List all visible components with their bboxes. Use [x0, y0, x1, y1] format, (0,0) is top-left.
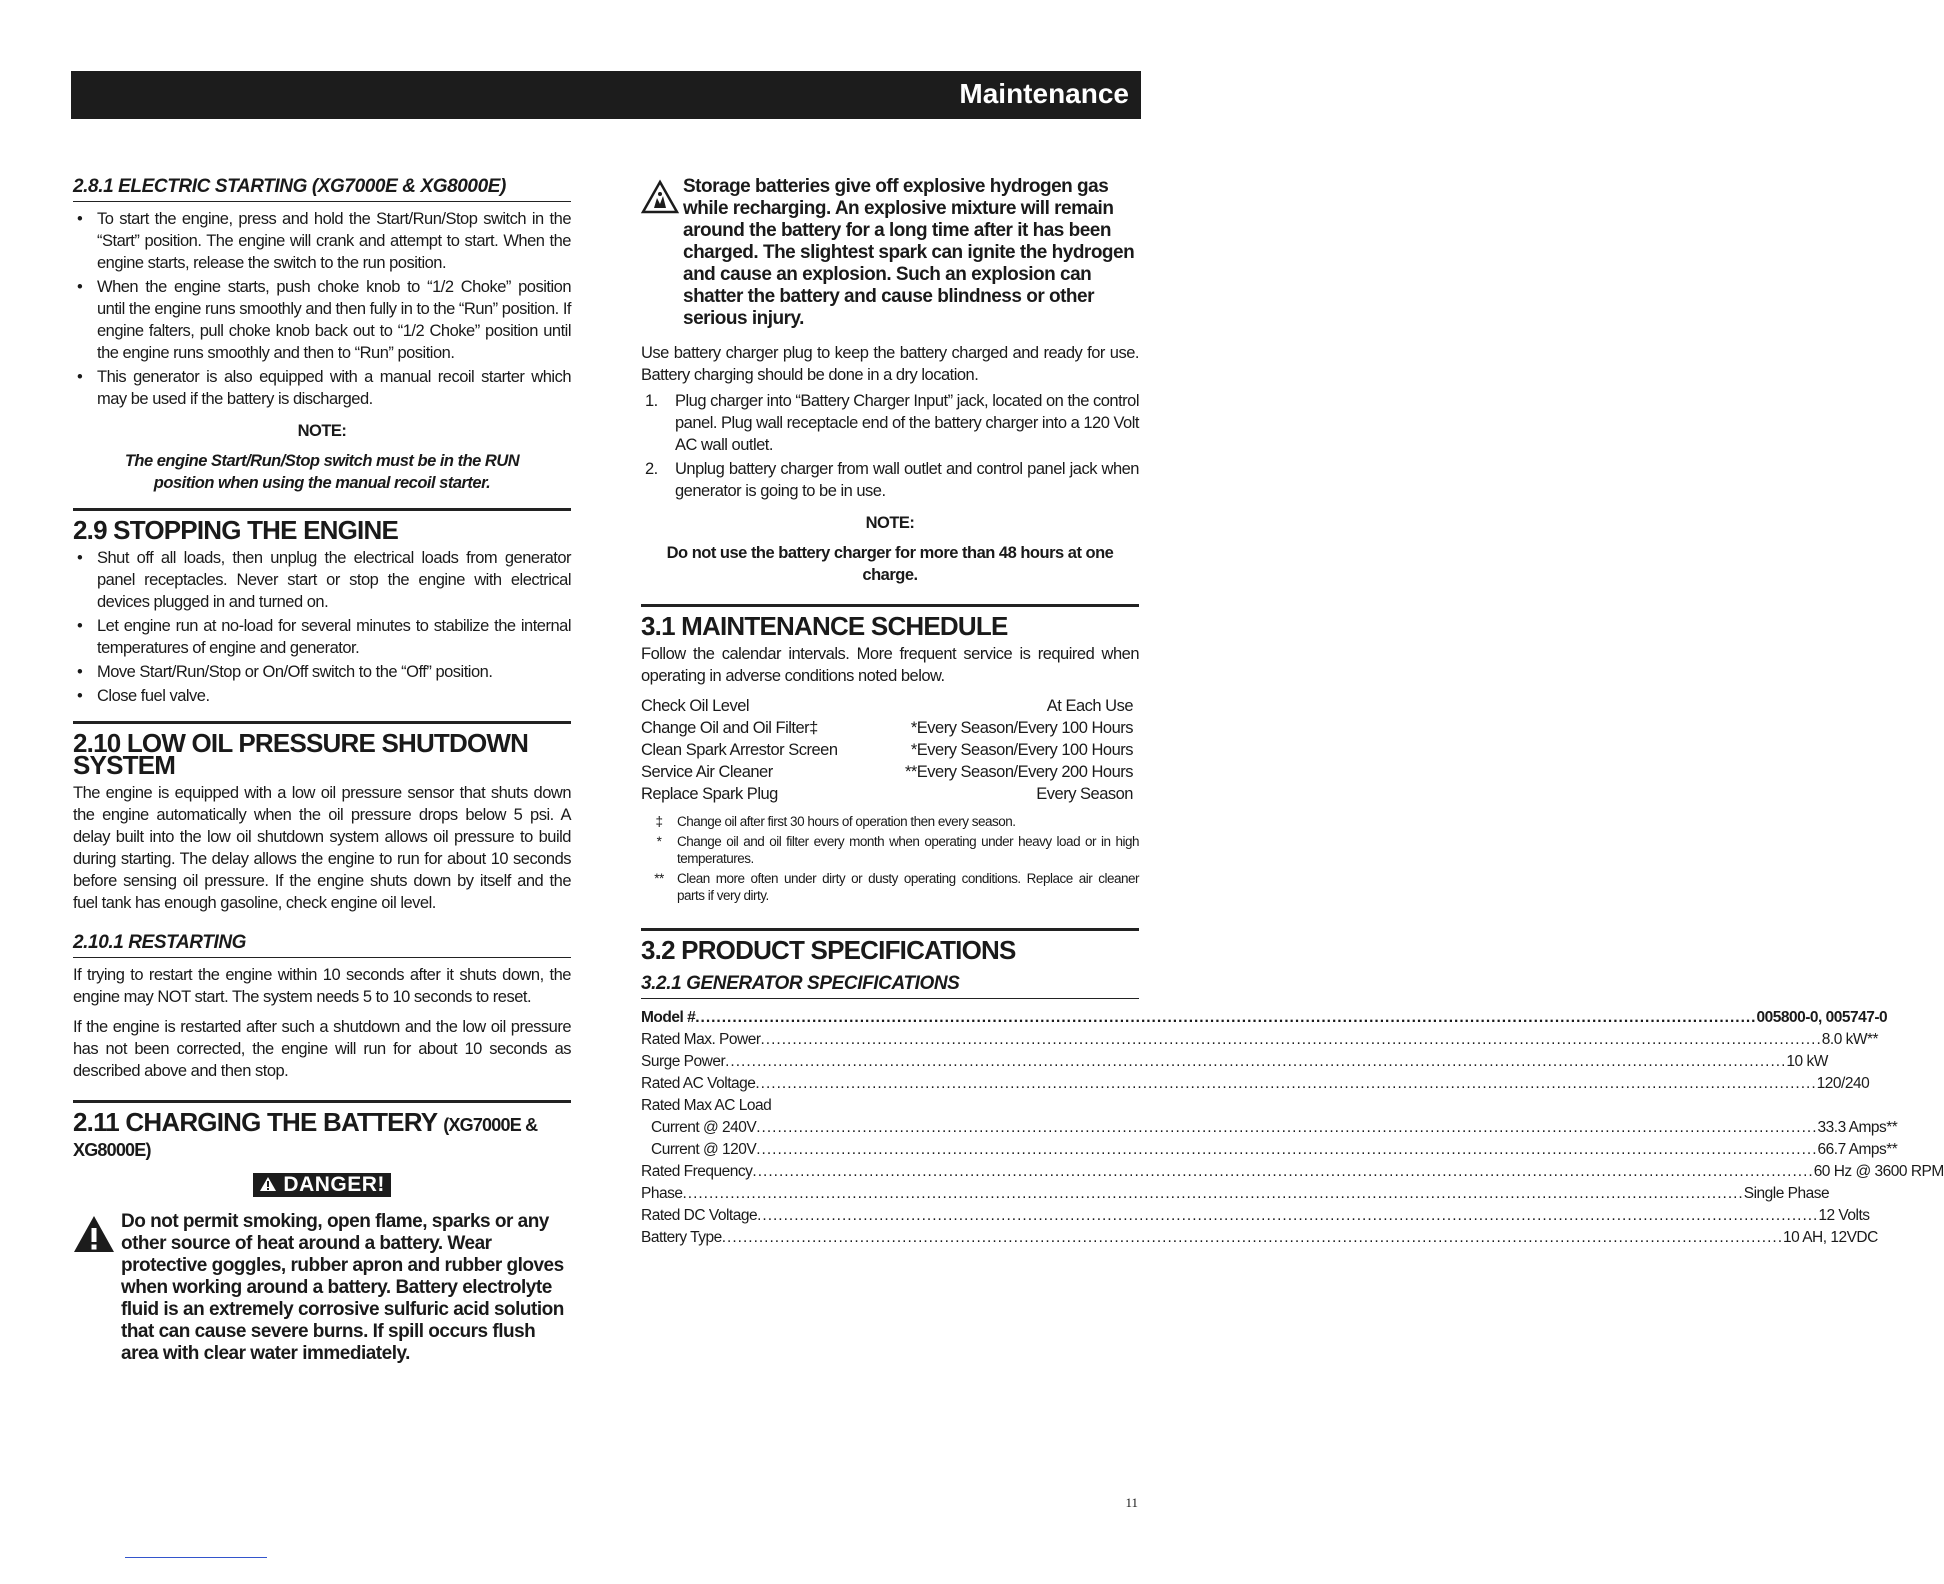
leader-dots: ........................................................................................................................................................................................................ [695, 1009, 1757, 1026]
list-item: • Shut off all loads, then unplug the electrical loads from generator panel receptacles. Never start or stop the engine with electrical devices plugged in and turned on. [73, 547, 571, 613]
list-item: • Close fuel valve. [73, 685, 571, 707]
explosion-warning [641, 176, 1139, 330]
spec-label: Rated Max AC Load [641, 1097, 772, 1114]
danger-text: DANGER! [283, 1173, 385, 1196]
leader-dots: ........................................................................................................................................................................................................ [757, 1207, 1819, 1224]
spec-label: Rated Frequency [641, 1163, 753, 1180]
spec-row [641, 1183, 1830, 1205]
leader-dots: ........................................................................................................................................................................................................ [755, 1075, 1817, 1092]
restart-paragraph-2: If the engine is restarted after such a shutdown and the low oil pressure has not been corrected, the engine will run for about 10 seconds as described above and then stop. [73, 1018, 571, 1080]
section-3-2-title: 3.2 PRODUCT SPECIFICATIONS [641, 928, 1139, 961]
right-column [641, 176, 1944, 1249]
spec-value: 10 AH, 12VDC [1783, 1229, 1878, 1246]
list-item: • To start the engine, press and hold the Start/Run/Stop switch in the “Start” position. The engine will crank and attempt to start. When the engine starts, release the switch to the run position. [73, 208, 571, 274]
list-item [641, 458, 1139, 502]
leader-dots: ........................................................................................................................................................................................................ [752, 1163, 1814, 1180]
note-text: The engine Start/Run/Stop switch must be in the RUN position when using the manual recoil starter. [124, 452, 520, 492]
section-2-9-title: 2.9 STOPPING THE ENGINE [73, 508, 571, 541]
restart-paragraph-1: If trying to restart the engine within 10 seconds after it shuts down, the engine may NOT start. The system needs 5 to 10 seconds to reset. [73, 966, 571, 1006]
interval-cell: Every Season [1036, 785, 1133, 803]
footnote-symbol: * [656, 834, 662, 849]
table-row [641, 717, 1139, 739]
section-2-11-title-main: 2.11 CHARGING THE BATTERY [73, 1107, 437, 1137]
header-title: Maintenance [959, 78, 1129, 109]
header-bar [71, 71, 1141, 119]
spec-label: Model # [641, 1009, 696, 1026]
spec-row [641, 1051, 1828, 1073]
section-3-2-1-title: 3.2.1 GENERATOR SPECIFICATIONS [641, 973, 1139, 999]
section-2-9-list [73, 547, 571, 707]
maintenance-intro: Follow the calendar intervals. More frequent service is required when operating in adverse conditions noted below. [641, 645, 1139, 685]
interval-cell: At Each Use [1046, 697, 1133, 715]
table-row [641, 783, 1139, 805]
spec-table [641, 1007, 1944, 1249]
spec-row [641, 1227, 1878, 1249]
spec-label: Rated Max. Power [641, 1031, 761, 1048]
leader-dots: ........................................................................................................................................................................................................ [756, 1119, 1818, 1136]
spec-label: Rated AC Voltage [641, 1075, 756, 1092]
warning-triangle-icon [73, 1215, 115, 1253]
step-number: 1. [645, 392, 658, 410]
spec-value: 120/240 [1816, 1075, 1870, 1092]
footer-rule [125, 1557, 267, 1558]
step-text: Plug charger into “Battery Charger Input” jack, located on the control panel. Plug wall receptacle end of the battery charger into a 120 Volt AC wall outlet. [675, 392, 1139, 454]
list-item: • This generator is also equipped with a manual recoil starter which may be used if the battery is discharged. [73, 366, 571, 410]
footnote-text: Clean more often under dirty or dusty operating conditions. Replace air cleaner parts if very dirty. [677, 871, 1139, 903]
warning-triangle-icon [259, 1176, 277, 1192]
battery-danger-warning [73, 1211, 571, 1365]
spec-value: 12 Volts [1818, 1207, 1870, 1224]
charger-steps [641, 390, 1139, 502]
page-number: 11 [1125, 1495, 1138, 1510]
spec-row [641, 1007, 1888, 1029]
charger-intro: Use battery charger plug to keep the battery charged and ready for use. Battery charging should be done in a dry location. [641, 344, 1139, 384]
footnote-symbol: ‡ [655, 814, 663, 829]
footnote-symbol: ** [654, 871, 664, 886]
footnote-text: Change oil and oil filter every month when operating under heavy load or in high temperatures. [677, 834, 1139, 866]
leader-dots: ........................................................................................................................................................................................................ [760, 1031, 1822, 1048]
spec-label: Rated DC Voltage [641, 1207, 758, 1224]
section-2-11-title-models: (XG7000E & XG8000E) [73, 1115, 538, 1160]
spec-label: Surge Power [641, 1053, 726, 1070]
section-2-10-text: The engine is equipped with a low oil pressure sensor that shuts down the engine automatically when the oil pressure drops below 5 psi. A delay built into the low oil shutdown system allows oil pressure to build during starting. The delay allows the engine to run for about 10 seconds before sensing oil pressure. If the engine shuts down by itself and the fuel tank has enough gasoline, check engine oil level. [73, 784, 571, 912]
danger-badge [253, 1173, 391, 1197]
section-2-10-1-title: 2.10.1 RESTARTING [73, 932, 571, 958]
leader-dots: ........................................................................................................................................................................................................ [725, 1053, 1787, 1070]
spec-row [641, 1139, 1898, 1161]
task-cell: Check Oil Level [641, 697, 750, 715]
interval-cell: **Every Season/Every 200 Hours [904, 763, 1133, 781]
note-title: NOTE: [865, 514, 915, 532]
spec-value: Single Phase [1743, 1185, 1830, 1202]
spec-row [641, 1095, 1139, 1117]
table-row [641, 695, 1139, 717]
spec-value: 66.7 Amps** [1817, 1141, 1898, 1158]
step-text: Unplug battery charger from wall outlet and control panel jack when generator is going to be in use. [675, 460, 1139, 500]
spec-value: 10 kW [1786, 1053, 1828, 1070]
spec-label: Phase [641, 1185, 683, 1202]
footnote [641, 813, 1139, 830]
spec-value: 33.3 Amps** [1817, 1119, 1898, 1136]
note-title: NOTE: [297, 422, 347, 440]
table-row [641, 761, 1139, 783]
leader-dots: ........................................................................................................................................................................................................ [682, 1185, 1744, 1202]
task-cell: Service Air Cleaner [641, 763, 773, 781]
interval-cell: *Every Season/Every 100 Hours [910, 741, 1133, 759]
explosion-hazard-icon [641, 180, 679, 214]
spec-row [641, 1073, 1870, 1095]
spec-row [641, 1161, 1944, 1183]
task-cell: Replace Spark Plug [641, 785, 778, 803]
left-column [73, 176, 571, 1365]
list-item [641, 390, 1139, 456]
spec-label: Battery Type [641, 1229, 722, 1246]
footnote [641, 833, 1139, 867]
section-3-1-title: 3.1 MAINTENANCE SCHEDULE [641, 604, 1139, 637]
task-cell: Change Oil and Oil Filter‡ [641, 719, 818, 737]
footnote-text: Change oil after first 30 hours of operation then every season. [677, 814, 1016, 829]
spec-row [641, 1205, 1870, 1227]
note-text: Do not use the battery charger for more than 48 hours at one charge. [666, 544, 1114, 584]
spec-row [641, 1029, 1879, 1051]
step-number: 2. [645, 460, 658, 478]
explosion-warning-text: Storage batteries give off explosive hydrogen gas while recharging. An explosive mixture will remain around the battery for a long time after it has been charged. The slightest spark can ignite the hydrogen and cause an explosion. Such an explosion can shatter the battery and cause blindness or other serious injury. [683, 176, 1135, 329]
interval-cell: *Every Season/Every 100 Hours [910, 719, 1133, 737]
section-2-10-title: 2.10 LOW OIL PRESSURE SHUTDOWN SYSTEM [73, 721, 571, 776]
spec-label: Current @ 120V [651, 1141, 757, 1158]
footnote [641, 870, 1139, 904]
maintenance-table [641, 695, 1139, 805]
leader-dots: ........................................................................................................................................................................................................ [721, 1229, 1784, 1246]
table-row [641, 739, 1139, 761]
task-cell: Clean Spark Arrestor Screen [641, 741, 838, 759]
spec-value: 60 Hz @ 3600 RPM [1813, 1163, 1944, 1180]
leader-dots: ........................................................................................................................................................................................................ [756, 1141, 1818, 1158]
spec-label: Current @ 240V [651, 1119, 757, 1136]
footnotes [641, 813, 1139, 904]
section-2-8-1-title: 2.8.1 ELECTRIC STARTING (XG7000E & XG8000E) [73, 176, 571, 202]
list-item: • Let engine run at no-load for several minutes to stabilize the internal temperatures of engine and generator. [73, 615, 571, 659]
danger-label-wrap [73, 1173, 571, 1197]
section-2-11-title [73, 1100, 571, 1161]
section-2-8-1-list [73, 208, 571, 410]
list-item: • Move Start/Run/Stop or On/Off switch to the “Off” position. [73, 661, 571, 683]
spec-value: 005800-0, 005747-0 [1756, 1009, 1888, 1026]
battery-danger-text: Do not permit smoking, open flame, sparks or any other source of heat around a battery. Wear protective goggles, rubber apron and rubber gloves when working around a battery. Battery electrolyte fluid is an extremely corrosive sulfuric acid solution that can cause severe burns. If spill occurs flush area with clear water immediately. [121, 1211, 564, 1364]
spec-row [641, 1117, 1898, 1139]
spec-value: 8.0 kW** [1821, 1031, 1879, 1048]
list-item: • When the engine starts, push choke knob to “1/2 Choke” position until the engine runs smoothly and then fully in to the “Run” position. If engine falters, pull choke knob back out to “1/2 Choke” position until the engine runs smoothly and then to “Run” position. [73, 276, 571, 364]
